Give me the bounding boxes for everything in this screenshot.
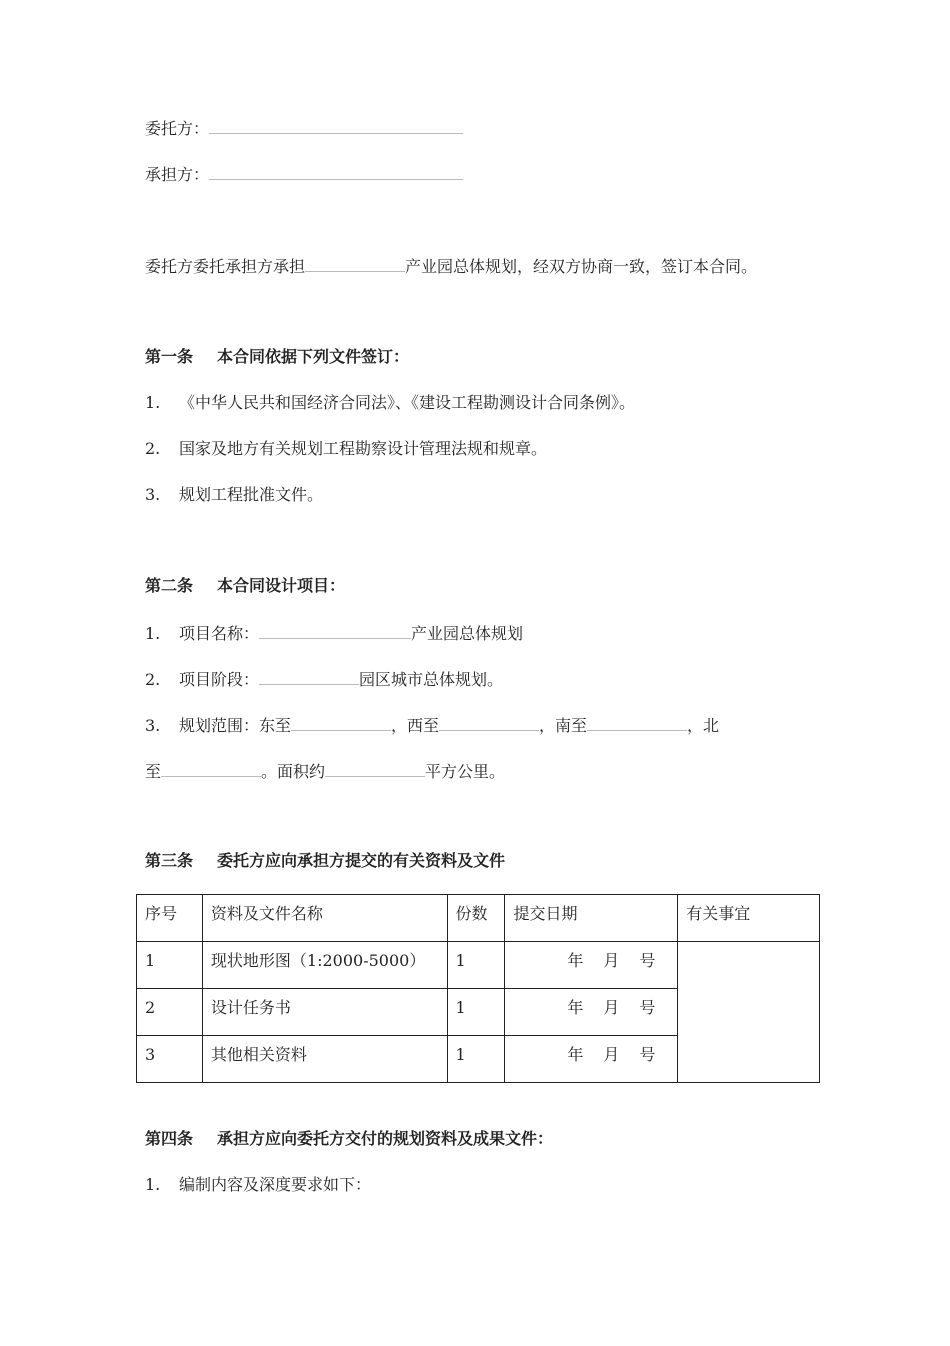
- scope-north-cont: 至: [145, 762, 162, 781]
- scope-line: [145, 713, 719, 737]
- cell-no: 2: [137, 989, 203, 1036]
- project-stage-suffix: 园区城市总体规划。: [359, 670, 504, 689]
- item-number: 1.: [145, 624, 161, 643]
- article1-heading-text: 本合同依据下列文件签订：: [217, 347, 410, 366]
- project-name-line: [145, 621, 523, 645]
- item-number: 3.: [145, 485, 161, 504]
- cell-no: 3: [137, 1036, 203, 1083]
- area-unit: 平方公里。: [425, 762, 506, 781]
- scope-line-cont: [145, 759, 505, 783]
- cell-name: 其他相关资料: [202, 1036, 447, 1083]
- article2-title: 第二条: [145, 576, 194, 595]
- cell-name: 设计任务书: [202, 989, 447, 1036]
- date-month: 月: [603, 1045, 620, 1064]
- article4-heading-text: 承担方应向委托方交付的规划资料及成果文件：: [217, 1129, 554, 1148]
- scope-south-blank[interactable]: [587, 713, 687, 731]
- cell-copies: 1: [447, 942, 505, 989]
- project-name-label: 项目名称：: [179, 624, 260, 643]
- header-copies: 份数: [447, 895, 505, 942]
- scope-south-label: ，南至: [539, 716, 588, 735]
- item-number: 2.: [145, 439, 161, 458]
- scope-east-label: 规划范围：东至: [179, 716, 292, 735]
- article1-title: 第一条: [145, 347, 194, 366]
- header-notes: 有关事宜: [678, 895, 820, 942]
- article3-heading-text: 委托方应向承担方提交的有关资料及文件: [217, 851, 506, 870]
- item-number: 2.: [145, 670, 161, 689]
- list-item: [145, 484, 323, 506]
- item-text: 编制内容及深度要求如下：: [179, 1175, 372, 1194]
- area-blank[interactable]: [325, 759, 425, 777]
- article2-heading-text: 本合同设计项目：: [217, 576, 346, 595]
- project-name-suffix: 产业园总体规划: [411, 624, 524, 643]
- table-row: [137, 942, 820, 989]
- materials-table: [136, 894, 820, 1083]
- scope-north-label: ，北: [687, 716, 720, 735]
- item-number: 1.: [145, 393, 161, 412]
- article1-heading: [145, 346, 409, 368]
- cell-date[interactable]: [505, 942, 678, 989]
- item-text: 《中华人民共和国经济合同法》、《建设工程勘测设计合同条例》。: [179, 393, 636, 412]
- party-a-label: 委托方：: [145, 119, 210, 138]
- date-day: 号: [639, 951, 656, 970]
- item-text: 国家及地方有关规划工程勘察设计管理法规和规章。: [179, 439, 548, 458]
- date-month: 月: [603, 998, 620, 1017]
- party-b-line: [145, 162, 463, 186]
- date-month: 月: [603, 951, 620, 970]
- intro-project-blank[interactable]: [305, 254, 405, 272]
- item-text: 规划工程批准文件。: [179, 485, 324, 504]
- cell-name: 现状地形图（1:2000-5000）: [202, 942, 447, 989]
- article2-heading: [145, 575, 345, 597]
- area-label: 。面积约: [261, 762, 326, 781]
- scope-west-label: ，西至: [391, 716, 440, 735]
- item-number: 1.: [145, 1175, 161, 1194]
- intro-paragraph: [145, 254, 757, 278]
- article3-heading: [145, 850, 505, 872]
- project-name-blank[interactable]: [259, 621, 411, 639]
- article3-title: 第三条: [145, 851, 194, 870]
- list-item: [145, 1174, 371, 1196]
- date-year: 年: [567, 1045, 584, 1064]
- scope-west-blank[interactable]: [439, 713, 539, 731]
- party-a-blank[interactable]: [209, 116, 463, 134]
- cell-notes[interactable]: [678, 942, 820, 1083]
- article4-title: 第四条: [145, 1129, 194, 1148]
- date-year: 年: [567, 998, 584, 1017]
- header-no: 序号: [137, 895, 203, 942]
- header-name: 资料及文件名称: [202, 895, 447, 942]
- project-stage-blank[interactable]: [259, 667, 359, 685]
- date-day: 号: [639, 998, 656, 1017]
- cell-copies: 1: [447, 989, 505, 1036]
- party-b-blank[interactable]: [209, 162, 463, 180]
- intro-suffix: 产业园总体规划，经双方协商一致，签订本合同。: [405, 257, 758, 276]
- scope-east-blank[interactable]: [291, 713, 391, 731]
- party-b-label: 承担方：: [145, 165, 210, 184]
- date-year: 年: [567, 951, 584, 970]
- item-number: 3.: [145, 716, 161, 735]
- header-date: 提交日期: [505, 895, 678, 942]
- project-stage-line: [145, 667, 503, 691]
- intro-prefix: 委托方委托承担方承担: [145, 257, 306, 276]
- list-item: [145, 438, 547, 460]
- article4-heading: [145, 1128, 553, 1150]
- cell-copies: 1: [447, 1036, 505, 1083]
- party-a-line: [145, 116, 463, 140]
- cell-date[interactable]: [505, 1036, 678, 1083]
- date-day: 号: [639, 1045, 656, 1064]
- cell-no: 1: [137, 942, 203, 989]
- table-header-row: [137, 895, 820, 942]
- project-stage-label: 项目阶段：: [179, 670, 260, 689]
- scope-north-blank[interactable]: [161, 759, 261, 777]
- list-item: [145, 392, 635, 414]
- cell-date[interactable]: [505, 989, 678, 1036]
